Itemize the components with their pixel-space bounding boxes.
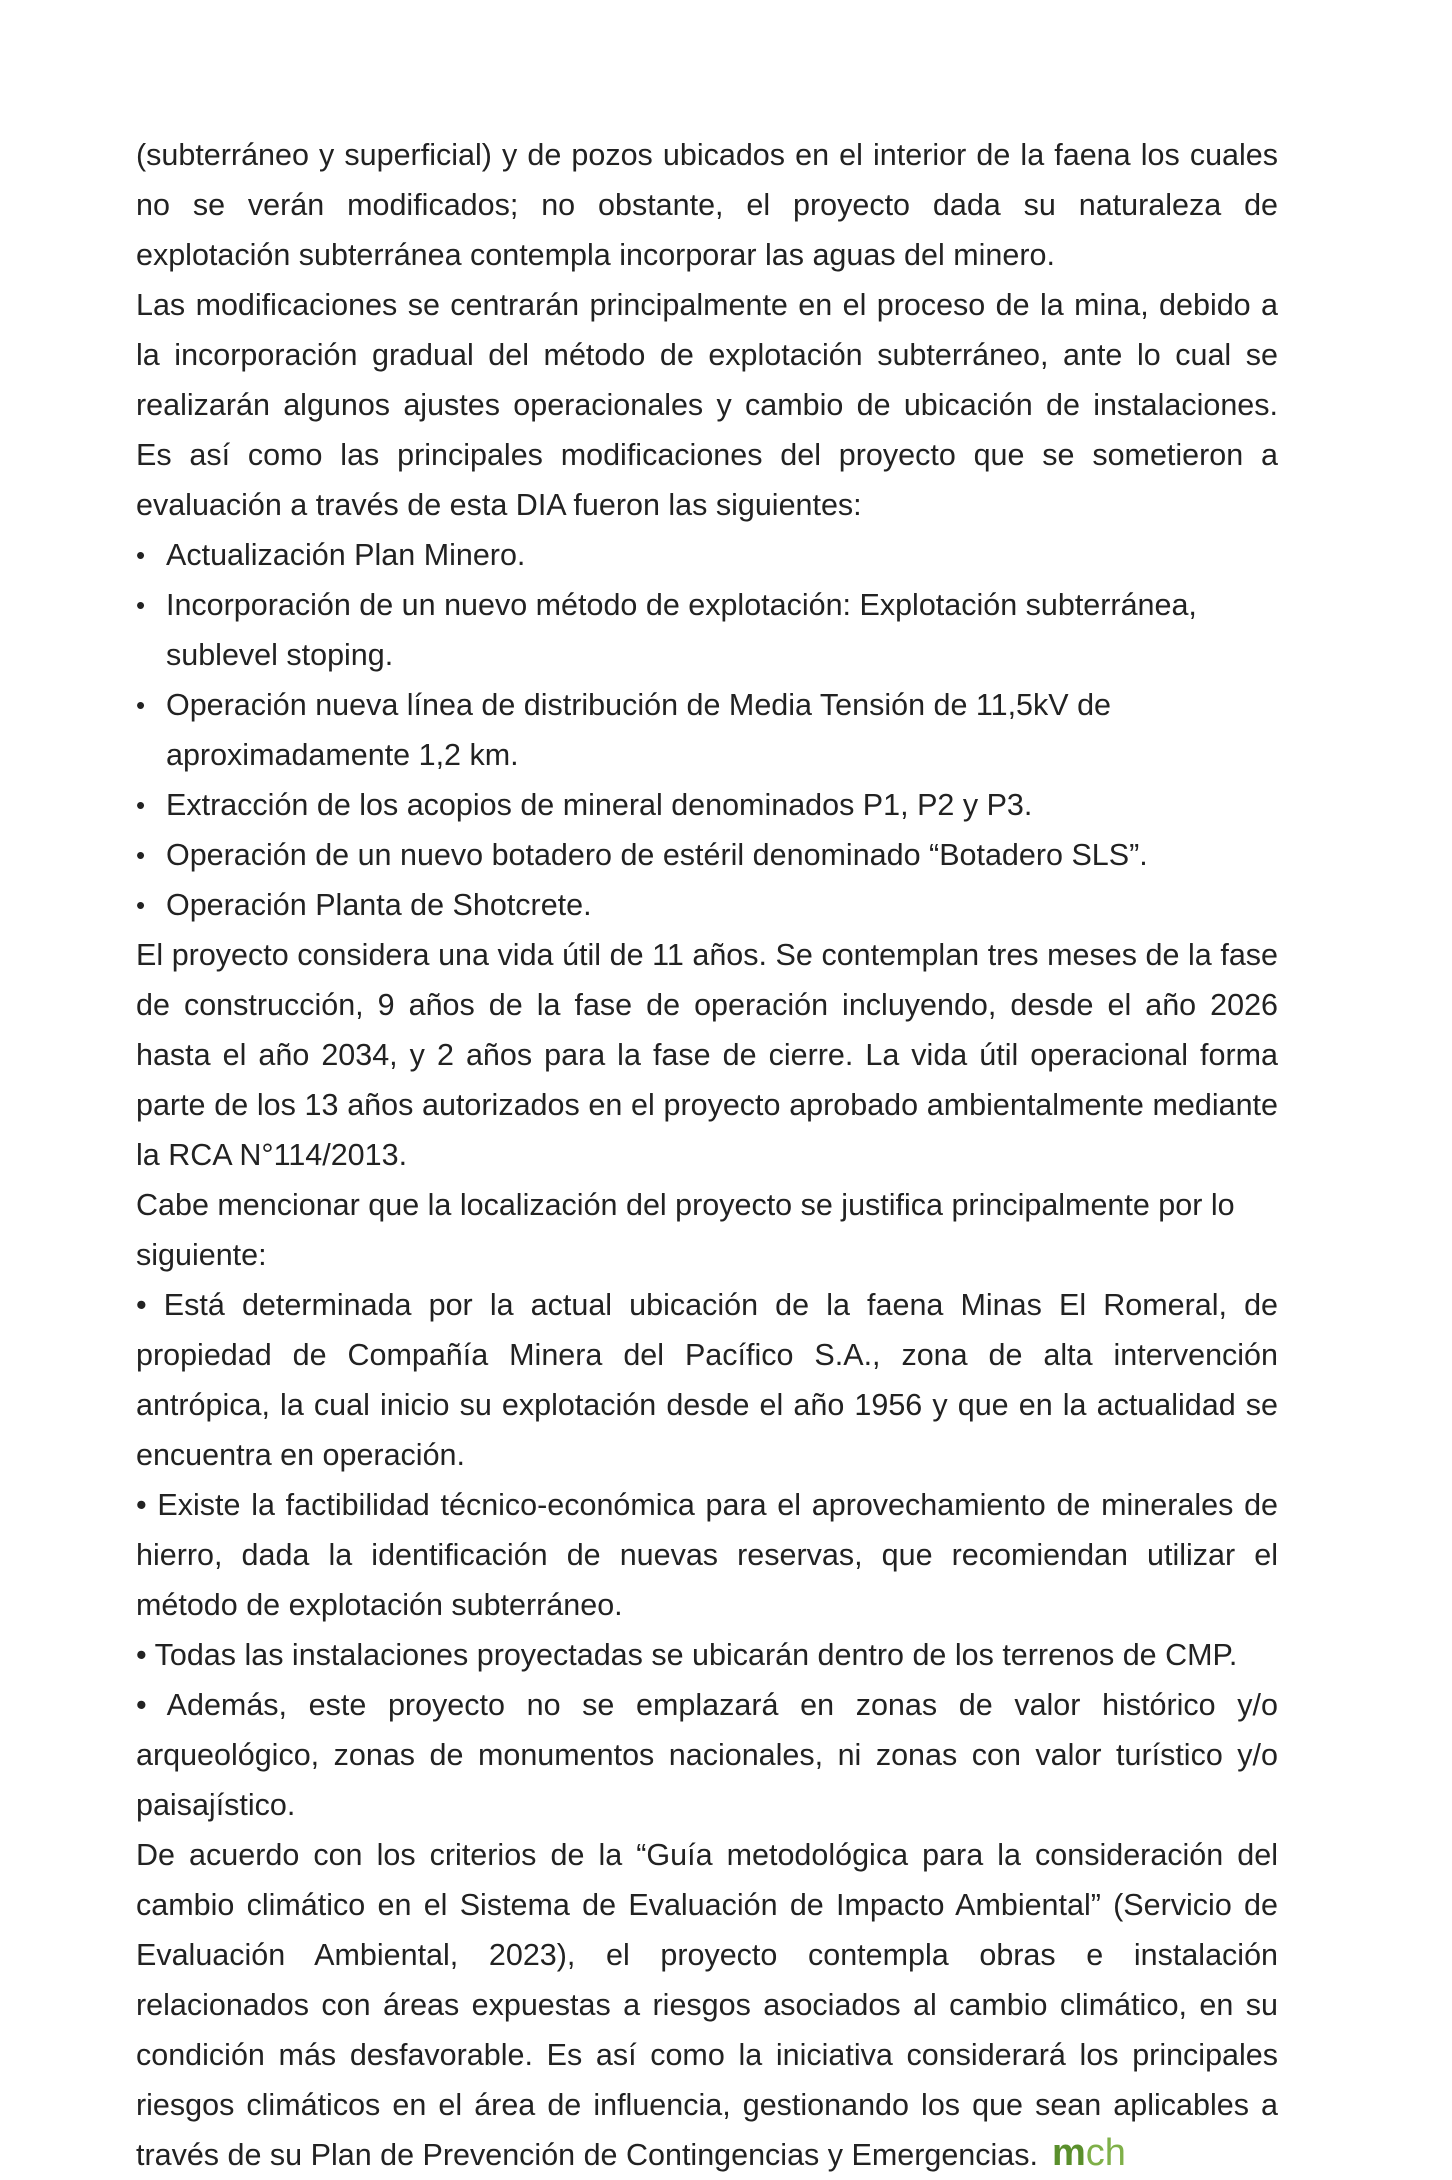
paragraph-location-reason-3: • Todas las instalaciones proyectadas se ubicarán dentro de los terrenos de CMP. — [136, 1638, 1238, 1672]
list-item: • Operación Planta de Shotcrete. — [136, 880, 1206, 930]
list-item: • Operación nueva línea de distribución de Media Tensión de 11,5kV de aproximadamente 1,2 km. — [136, 680, 1206, 780]
paragraph-water-sources: (subterráneo y superficial) y de pozos ubicados en el interior de la faena los cuales no se verán modificados; no obstante, el proyecto dada su naturaleza de explotación subterránea contempla incorporar las aguas del minero. — [136, 138, 1278, 272]
modifications-list — [136, 530, 1278, 930]
logo-m: m — [1051, 2132, 1086, 2174]
paragraph-location-intro: Cabe mencionar que la localización del proyecto se justifica principalmente por lo siguiente: — [136, 1188, 1235, 1272]
logo-ch: ch — [1085, 2132, 1126, 2174]
list-item: • Actualización Plan Minero. — [136, 530, 1206, 580]
list-item: • Extracción de los acopios de mineral denominados P1, P2 y P3. — [136, 780, 1206, 830]
list-item: • Incorporación de un nuevo método de explotación: Explotación subterránea, sublevel stoping. — [136, 580, 1206, 680]
paragraph-project-life: El proyecto considera una vida útil de 11 años. Se contemplan tres meses de la fase de construcción, 9 años de la fase de operación incluyendo, desde el año 2026 hasta el año 2034, y 2 años para la fase de cierre. La vida útil operacional forma parte de los 13 años autorizados en el proyecto aprobado ambientalmente mediante la RCA N°114/2013. — [136, 938, 1278, 1172]
mch-logo — [1052, 2134, 1126, 2172]
paragraph-location-reason-2: • Existe la factibilidad técnico-económica para el aprovechamiento de minerales de hierro, dada la identificación de nuevas reservas, que recomiendan utilizar el método de explotación subterráneo. — [136, 1488, 1278, 1622]
paragraph-location-reason-1: • Está determinada por la actual ubicación de la faena Minas El Romeral, de propiedad de Compañía Minera del Pacífico S.A., zona de alta intervención antrópica, la cual inicio su explotación desde el año 1956 y que en la actualidad se encuentra en operación. — [136, 1288, 1278, 1472]
document-body — [136, 130, 1278, 2180]
climate-change-text: De acuerdo con los criterios de la “Guía metodológica para la consideración del cambio climático en el Sistema de Evaluación de Impacto Ambiental” (Servicio de Evaluación Ambiental, 2023), el proyecto contempla obras e instalación relacionados con áreas expuestas a riesgos asociados al cambio climático, en su condición más desfavorable. Es así como la iniciativa considerará los principales riesgos climáticos en el área de influencia, gestionando los que sean aplicables a través de su Plan de Prevención de Contingencias y Emergencias. — [136, 1838, 1278, 2172]
list-item: • Operación de un nuevo botadero de estéril denominado “Botadero SLS”. — [136, 830, 1206, 880]
paragraph-climate-change — [136, 1830, 1278, 2180]
paragraph-location-reason-4: • Además, este proyecto no se emplazará en zonas de valor histórico y/o arqueológico, zonas de monumentos nacionales, ni zonas con valor turístico y/o paisajístico. — [136, 1688, 1278, 1822]
paragraph-modifications: Las modificaciones se centrarán principalmente en el proceso de la mina, debido a la incorporación gradual del método de explotación subterráneo, ante lo cual se realizarán algunos ajustes operacionales y cambio de ubicación de instalaciones. Es así como las principales modificaciones del proyecto que se sometieron a evaluación a través de esta DIA fueron las siguientes: — [136, 288, 1278, 522]
